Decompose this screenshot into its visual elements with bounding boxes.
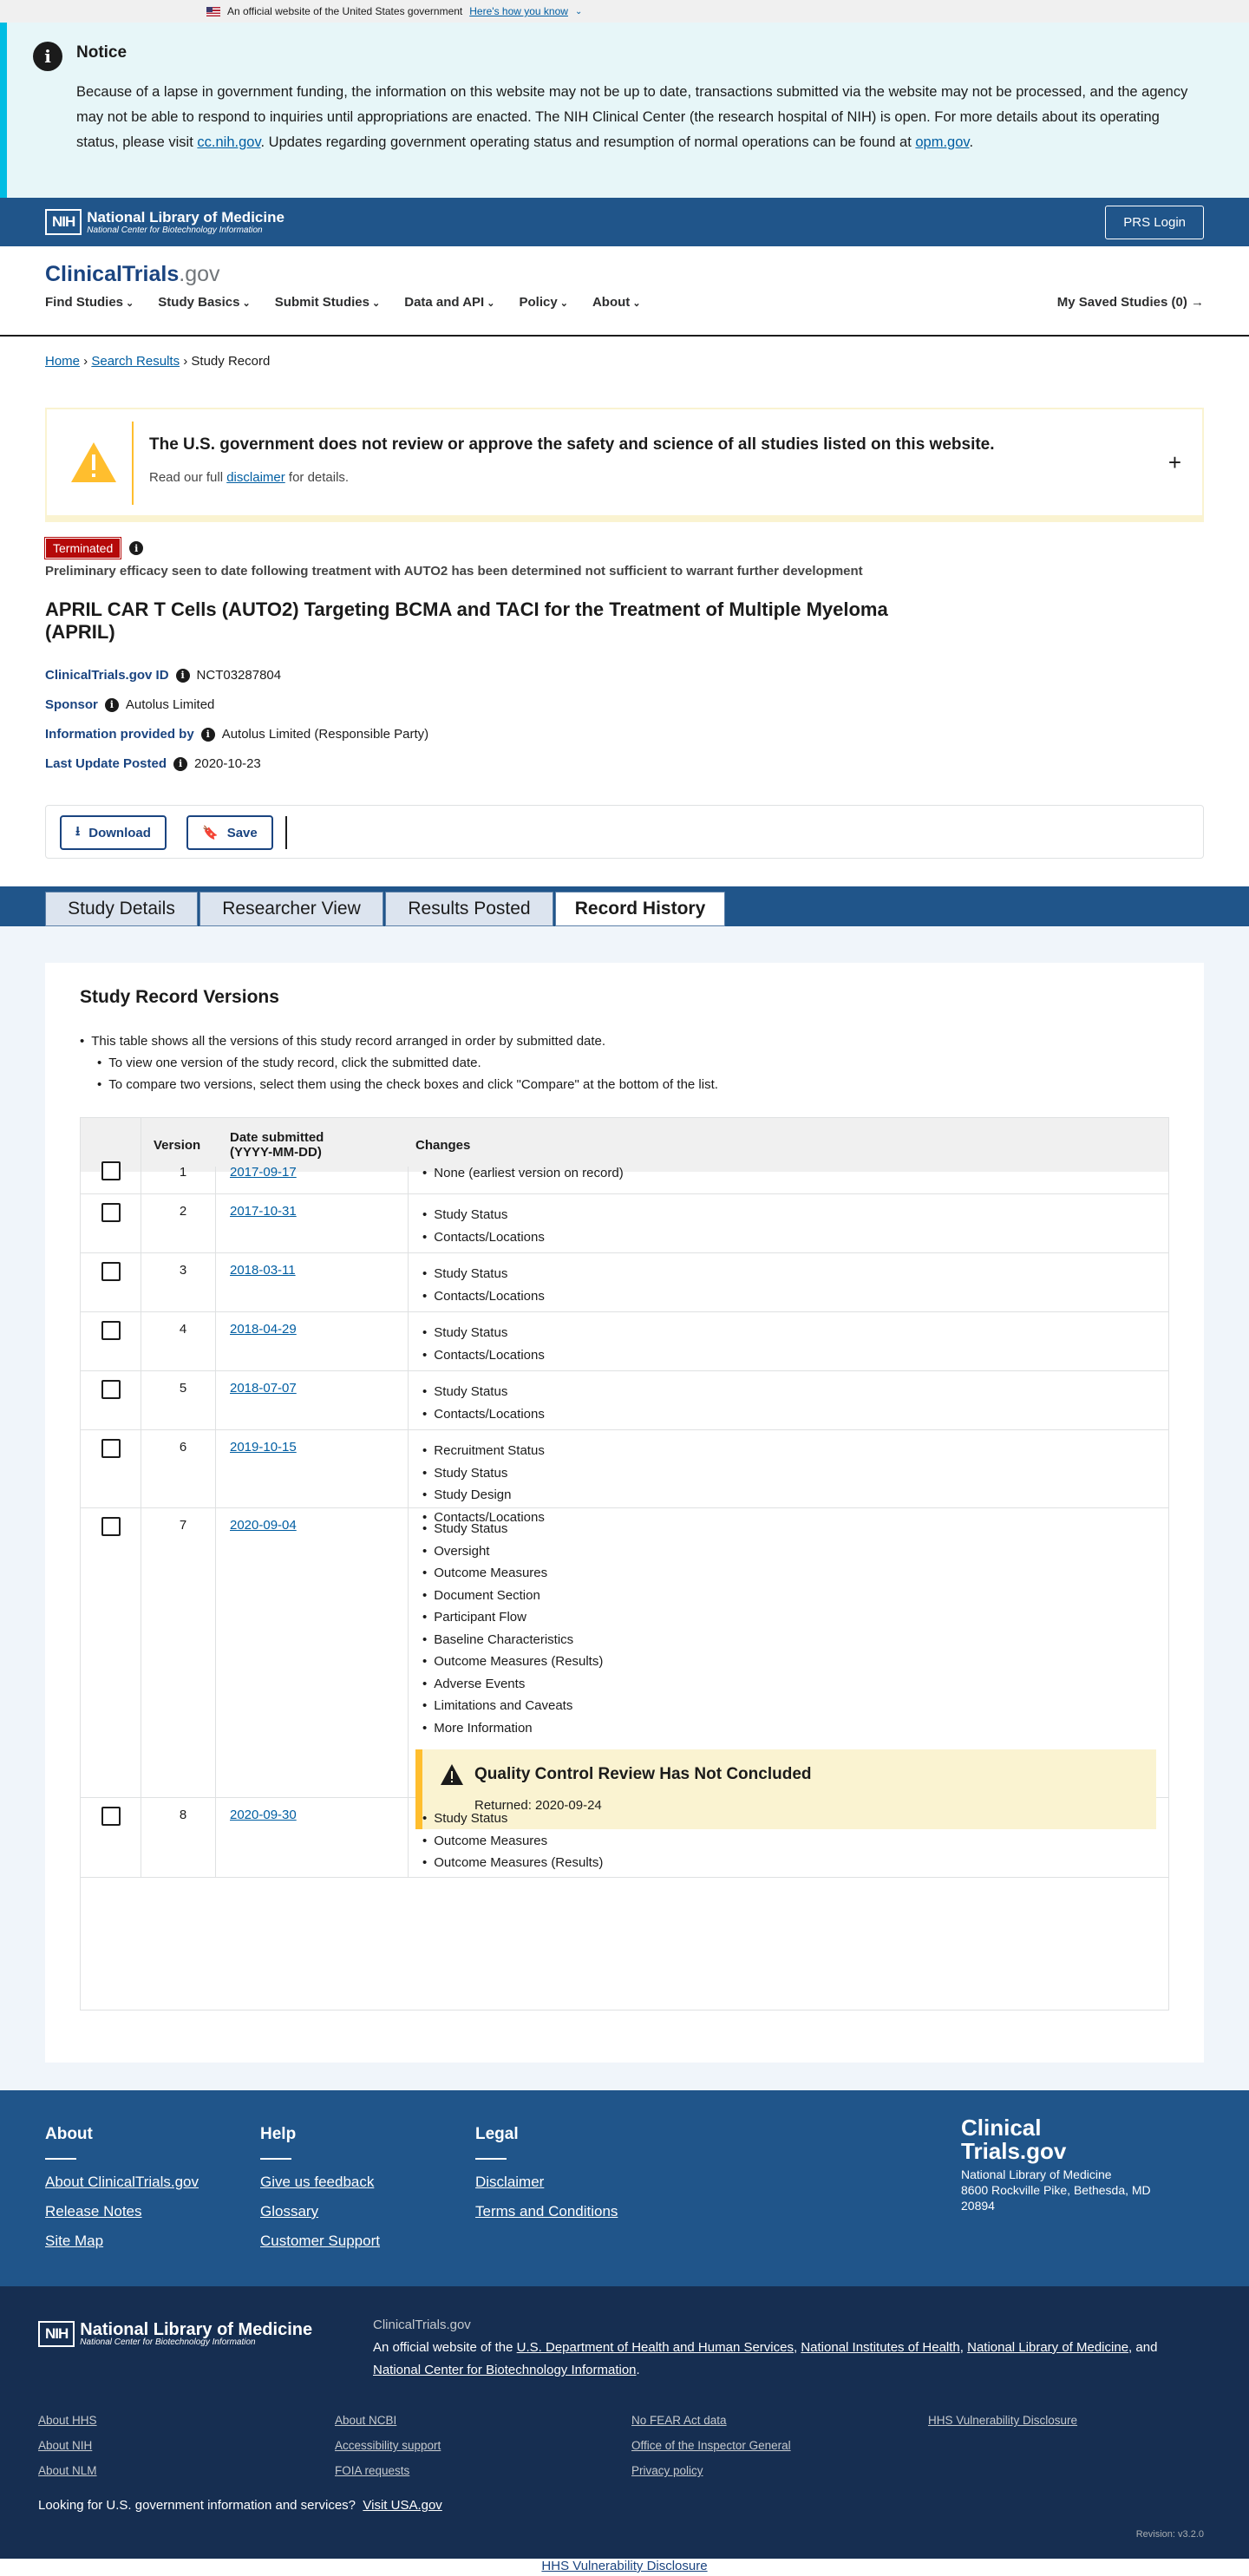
disclaimer-link[interactable]: disclaimer [226,470,285,485]
info-icon: i [33,42,62,71]
footer-about: About About ClinicalTrials.gov Release Notes Site Map [45,2125,199,2249]
site-logo[interactable]: ClinicalTrials.gov [45,262,220,286]
version-checkbox[interactable] [101,1380,121,1399]
nlm-title: National Library of Medicine [87,208,284,226]
info-icon[interactable]: i [201,728,215,742]
footer-link[interactable]: Give us feedback [260,2174,375,2190]
version-number: 6 [179,1440,187,1455]
version-checkbox[interactable] [101,1517,121,1536]
version-checkbox[interactable] [101,1321,121,1340]
version-checkbox[interactable] [101,1203,121,1222]
table-row [81,1508,1169,1813]
tab-bar [0,886,1249,926]
nav-data-api[interactable]: Data and API ⌄ [404,295,494,310]
notice-title: Notice [76,43,128,62]
version-date-link[interactable]: 2017-09-17 [230,1165,297,1180]
change-item: • Outcome Measures (Results) [422,1852,603,1874]
action-bar [45,805,1204,859]
breadcrumb-home[interactable]: Home [45,354,81,369]
nav-study-basics[interactable]: Study Basics ⌄ [158,295,251,310]
site-header [0,246,1249,337]
nav-about[interactable]: About ⌄ [592,295,641,310]
change-item: • Oversight [422,1540,603,1563]
study-id: NCT03287804 [196,668,282,683]
sponsor-row: Sponsor i Autolus Limited [45,697,215,712]
change-item: • Outcome Measures (Results) [422,1651,603,1673]
nav-find-studies[interactable]: Find Studies ⌄ [45,295,134,310]
opm-link[interactable]: opm.gov [915,134,970,150]
notice-banner [0,23,1249,198]
changes-list [422,1381,545,1425]
nav-submit-studies[interactable]: Submit Studies ⌄ [275,295,380,310]
change-item: • Contacts/Locations [422,1344,545,1367]
breadcrumb-search-results[interactable]: Search Results [91,354,180,369]
version-checkbox[interactable] [101,1161,121,1180]
footer-link[interactable]: Terms and Conditions [475,2203,618,2220]
change-item: • Study Status [422,1322,545,1344]
change-item: • Study Status [422,1263,545,1285]
nih-logo: NIH [45,209,82,235]
tab-results-posted[interactable]: Results Posted [385,892,553,926]
nlm-subtitle: National Center for Biotechnology Information [87,225,263,235]
info-icon[interactable]: i [176,669,190,683]
nlm-footer [0,2286,1249,2576]
table-row [81,1371,1169,1430]
footer [0,2090,1249,2286]
table-header: Version Date submitted (YYYY-MM-DD) Changes [81,1118,1169,1172]
revision: Revision: v3.2.0 [1135,2529,1204,2540]
study-id-row: ClinicalTrials.gov ID i NCT03287804 [45,668,282,683]
qc-returned: Returned: 2020-09-24 [474,1798,602,1813]
footer-description: An official website of the U.S. Department of Health and Human Services, National Institutes of Health, National Library of Medicine, and National Center for Biotechnology Information. [373,2340,1158,2377]
breadcrumb-current: Study Record [191,354,271,369]
disclaimer-text: Read our full disclaimer for details. [149,470,350,485]
footer-links-col4: HHS Vulnerability Disclosure [928,2414,1078,2427]
why-stopped: Preliminary efficacy seen to date following treatment with AUTO2 has been determined not sufficient to warrant further development [45,564,863,579]
table-row [81,1430,1169,1525]
change-item: • Adverse Events [422,1673,603,1696]
expand-icon[interactable]: + [1167,449,1181,475]
changes-list [422,1518,603,1739]
provided-by-row: Information provided by i Autolus Limited (Responsible Party) [45,727,429,742]
change-item: • Outcome Measures [422,1830,603,1853]
download-button[interactable]: ⭳ Download [60,815,167,850]
nlm-footer-logo[interactable]: NIH National Library of Medicine National Center for Biotechnology Information [38,2321,312,2347]
us-flag-icon [206,7,220,16]
hhs-vulnerability-bar [0,2559,1249,2576]
gov-banner-text: An official website of the United States government [227,5,463,17]
footer-ct-label: ClinicalTrials.gov [373,2318,471,2332]
info-icon[interactable]: i [105,698,119,712]
breadcrumb: Home › Search Results › Study Record [45,354,271,369]
version-number: 1 [179,1165,187,1180]
study-status [45,538,143,559]
table-row [81,1194,1169,1253]
bookmark-icon: 🔖 [202,826,219,840]
qc-title: Quality Control Review Has Not Concluded [474,1765,812,1783]
heres-how-you-know-link[interactable]: Here's how you know [469,5,568,17]
versions-info: • This table shows all the versions of this study record arranged in order by submitted date. • To view one version of the study record, click the submitted date. • To compare two versions, select them using the check boxes and click "Compare" at the bottom of the list. [80,1030,718,1095]
version-date-link[interactable]: 2018-07-07 [230,1381,297,1396]
change-item: • Baseline Characteristics [422,1629,603,1651]
nlm-logo[interactable] [45,209,284,235]
footer-logo[interactable]: Clinical Trials.gov [961,2115,1067,2164]
info-icon[interactable]: i [173,757,187,771]
version-date-link[interactable]: 2017-10-31 [230,1204,297,1219]
gov-banner [0,0,1249,23]
tab-researcher-view[interactable]: Researcher View [199,892,383,926]
change-item: • Outcome Measures [422,1562,603,1585]
change-item: • Study Status [422,1518,603,1540]
change-item: • Study Status [422,1381,545,1403]
version-number: 5 [179,1381,187,1396]
footer-help: Help Give us feedback Glossary Customer Support [260,2125,380,2249]
usa-gov-link[interactable]: Visit USA.gov [363,2498,442,2513]
version-date-link[interactable]: 2018-04-29 [230,1322,297,1337]
divider [285,816,287,849]
disclaimer-heading: The U.S. government does not review or approve the safety and science of all studies listed on this website. [149,435,995,454]
footer-links-col2: About NCBI Accessibility support FOIA requests [335,2414,441,2477]
warning-icon [69,441,118,484]
hhs-vulnerability-link[interactable]: HHS Vulnerability Disclosure [541,2559,708,2573]
status-badge: Terminated [45,538,121,559]
info-icon[interactable]: i [129,541,143,555]
table-row [81,1167,1169,1194]
footer-address: National Library of Medicine 8600 Rockville Pike, Bethesda, MD 20894 [961,2167,1151,2213]
version-date-link[interactable]: 2020-09-04 [230,1518,297,1533]
chevron-down-icon: ⌄ [574,6,583,16]
change-item: • Recruitment Status [422,1440,545,1462]
footer-link[interactable]: About ClinicalTrials.gov [45,2174,199,2190]
table-row [81,1312,1169,1371]
version-checkbox[interactable] [101,1807,121,1826]
version-date-link[interactable]: 2020-09-30 [230,1808,297,1822]
saved-studies-link[interactable]: My Saved Studies (0) → [1056,295,1204,310]
change-item: • Contacts/Locations [422,1226,545,1249]
footer-link[interactable]: Site Map [45,2233,104,2249]
last-update: 2020-10-23 [194,756,261,771]
version-number: 8 [179,1808,187,1822]
disclaimer-box [45,408,1204,522]
tab-study-details[interactable]: Study Details [45,892,198,926]
change-item: • Study Status [422,1462,545,1485]
change-item: • Limitations and Caveats [422,1695,603,1717]
version-date-link[interactable]: 2018-03-11 [230,1263,296,1278]
versions-heading: Study Record Versions [80,987,279,1007]
change-item: • None (earliest version on record) [422,1162,624,1185]
sponsor: Autolus Limited [125,697,215,712]
version-date-link[interactable]: 2019-10-15 [230,1440,297,1455]
version-number: 7 [179,1518,187,1533]
change-item: • Participant Flow [422,1606,603,1629]
version-number: 4 [179,1322,187,1337]
footer-link[interactable]: Customer Support [260,2233,380,2249]
nav-policy[interactable]: Policy ⌄ [520,295,568,310]
versions-card [45,963,1204,2063]
change-item: • Contacts/Locations [422,1285,545,1308]
footer-link[interactable]: Disclaimer [475,2174,545,2190]
changes-list [422,1322,545,1366]
versions-table [80,1117,1169,2010]
footer-legal: Legal Disclaimer Terms and Conditions [475,2125,618,2220]
provided-by: Autolus Limited (Responsible Party) [221,727,429,742]
table-row [81,1253,1169,1312]
version-number: 2 [179,1204,187,1219]
table-row [81,1798,1169,1878]
change-item: • Study Design [422,1484,545,1507]
version-checkbox[interactable] [101,1262,121,1281]
change-item: • Study Status [422,1808,603,1830]
download-icon: ⭳ [75,823,81,839]
change-item: • More Information [422,1717,603,1740]
divider [132,422,134,505]
footer-links-col1: About HHS About NIH About NLM [38,2414,97,2477]
warning-icon [440,1763,464,1786]
save-button[interactable]: 🔖 Save [186,815,273,850]
changes-list [422,1162,624,1185]
version-checkbox[interactable] [101,1439,121,1458]
study-title: APRIL CAR T Cells (AUTO2) Targeting BCMA and TACI for the Treatment of Multiple Myeloma (APRIL) [45,598,888,643]
changes-list [422,1263,545,1307]
changes-list [422,1808,603,1874]
changes-list [422,1204,545,1248]
change-item: • Document Section [422,1585,603,1607]
last-update-row: Last Update Posted i 2020-10-23 [45,756,261,771]
usa-gov-line: Looking for U.S. government information and services? Visit USA.gov [38,2498,442,2513]
footer-link[interactable]: Release Notes [45,2203,142,2220]
cc-nih-link[interactable]: cc.nih.gov [197,134,261,150]
footer-links-col3: No FEAR Act data Office of the Inspector General Privacy policy [631,2414,791,2477]
change-item: • Contacts/Locations [422,1507,545,1529]
change-item: • Contacts/Locations [422,1403,545,1426]
prs-login-button[interactable]: PRS Login [1105,206,1204,239]
notice-body: Because of a lapse in government funding, the information on this website may not be up to date, transactions submitted via the website may not be processed, and the agency may not be able to respond to inquiries until appropriations are enacted. The NIH Clinical Center (the research hospital of NIH) is open. For more details about its operating status, please visit cc.nih.gov. Updates regarding government operating status and resumption of normal operations can be found at opm.gov. [76,84,1188,150]
version-number: 3 [179,1263,187,1278]
nlm-bar [0,198,1249,246]
footer-link[interactable]: Glossary [260,2203,319,2220]
main-nav [45,295,641,310]
change-item: • Study Status [422,1204,545,1226]
tab-record-history[interactable]: Record History [555,892,725,926]
